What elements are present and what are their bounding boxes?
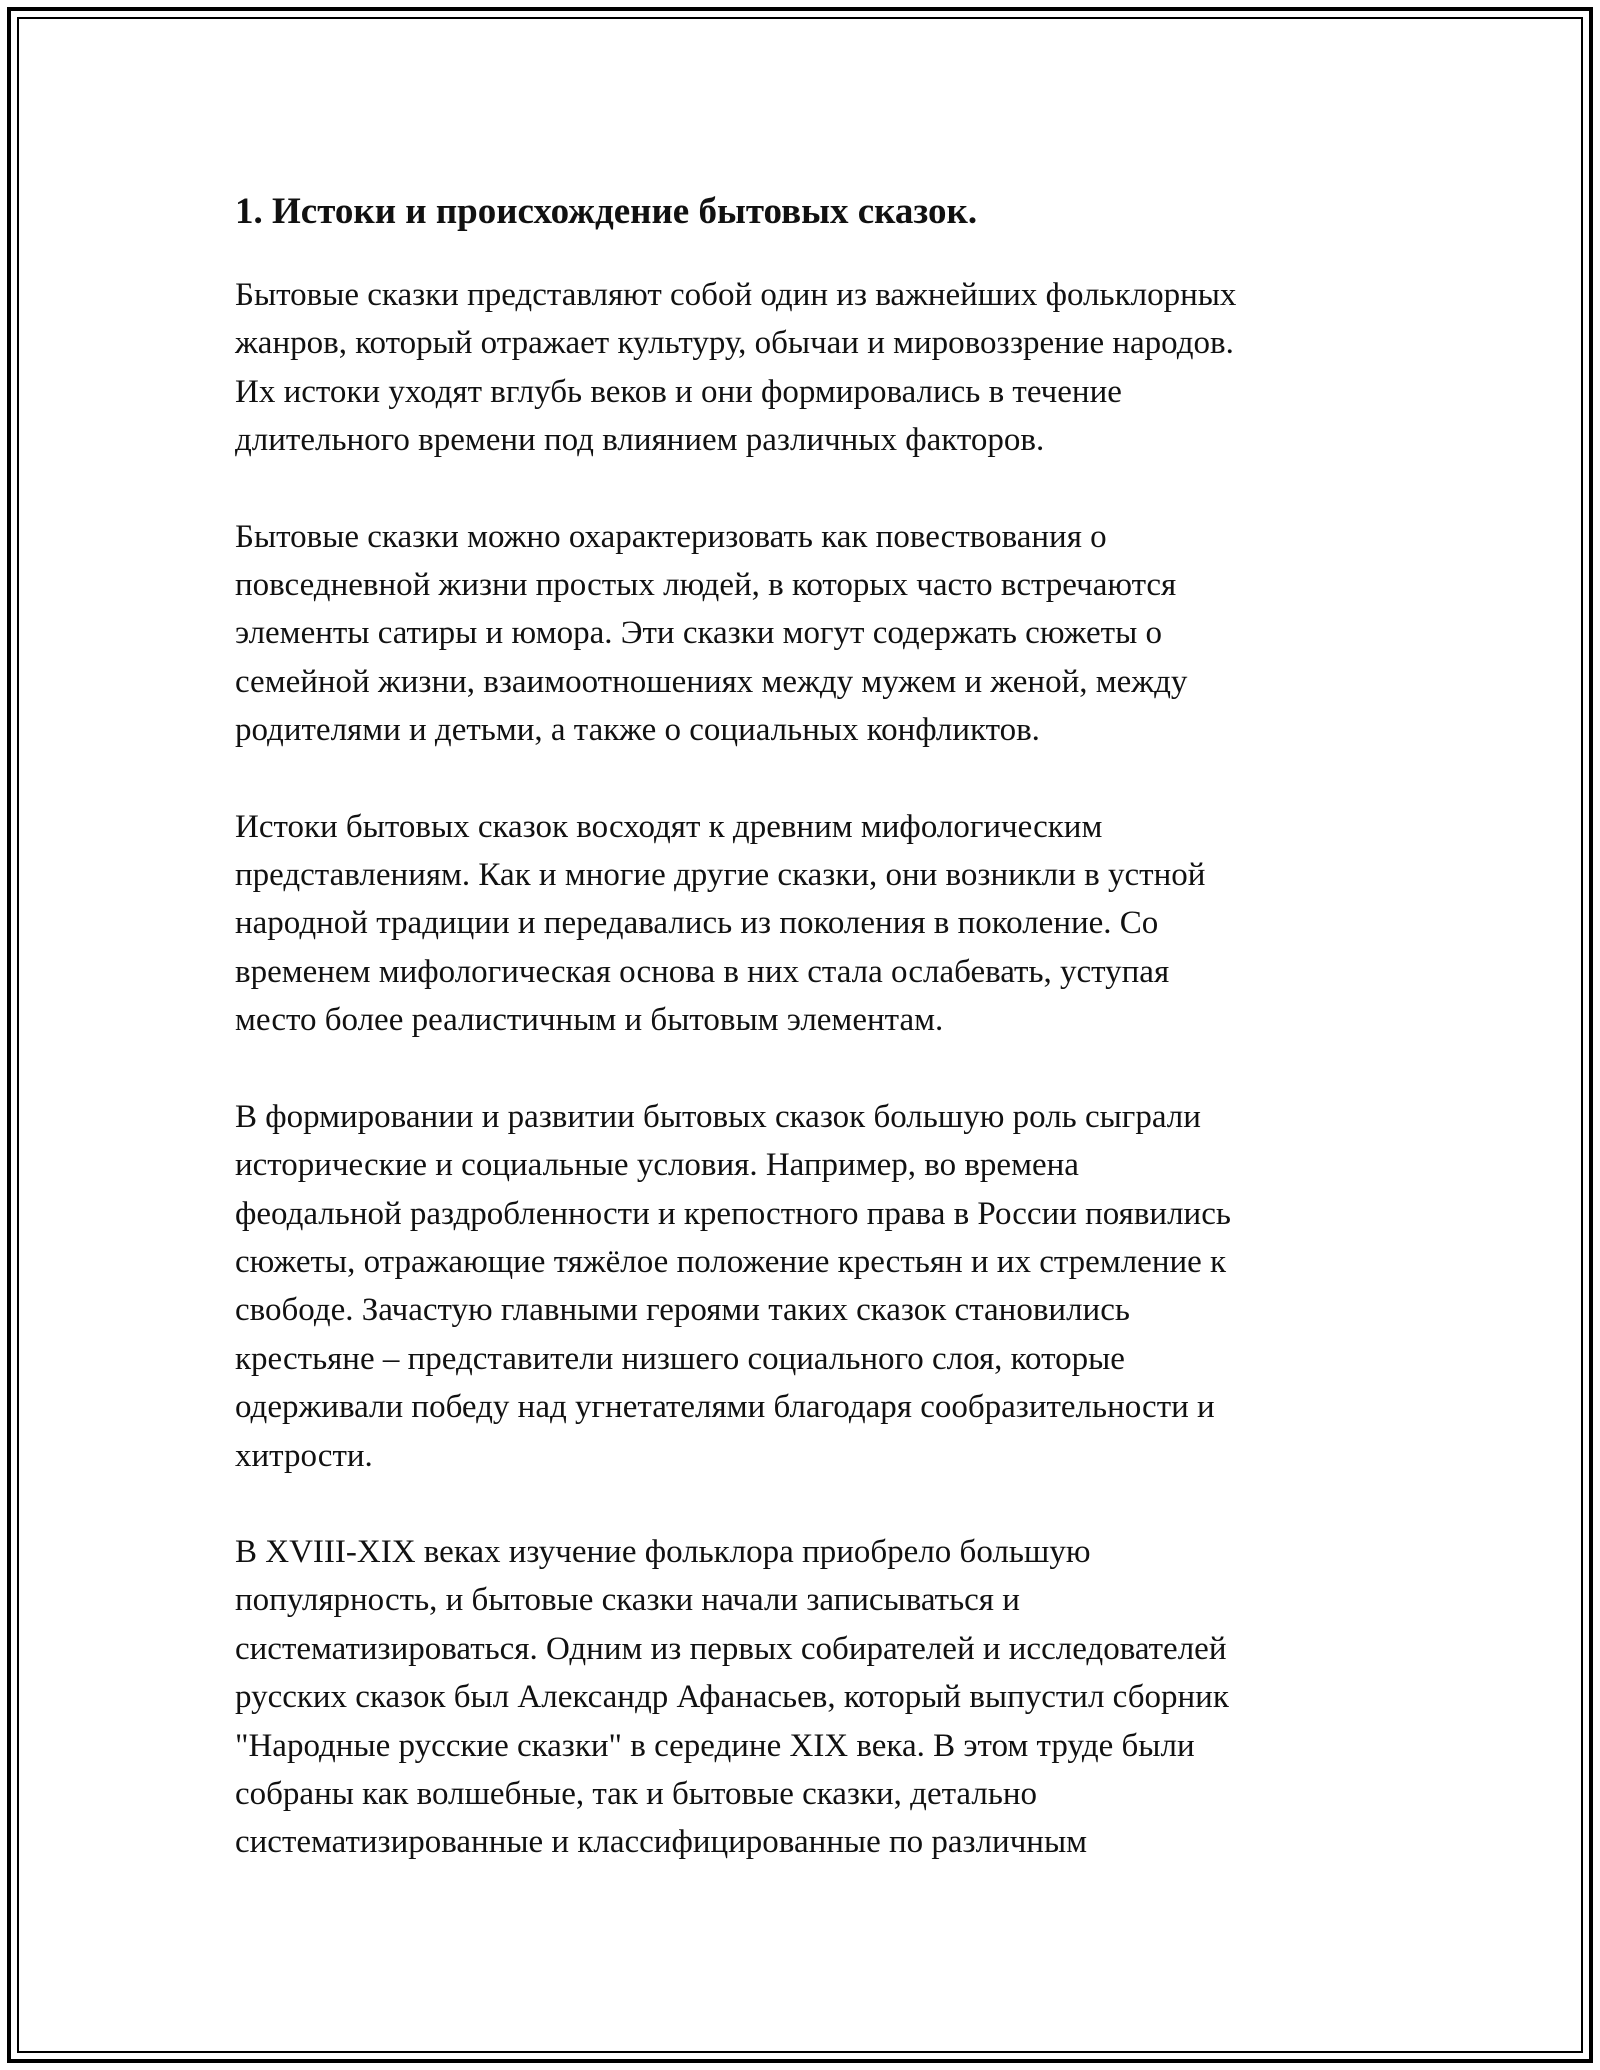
text-line: "Народные русские сказки" в середине XIX века. В этом труде были	[235, 1727, 1195, 1764]
text-line: исторические и социальные условия. Например, во времена	[235, 1147, 1079, 1184]
paragraph-3	[235, 803, 1365, 1045]
text-line: феодальной раздробленности и крепостного права в России появились	[235, 1195, 1231, 1232]
text-line: свободе. Зачастую главными героями таких сказок становились	[235, 1292, 1130, 1329]
text-line: длительного времени под влиянием различных факторов.	[235, 422, 1045, 459]
paragraph-5	[235, 1528, 1365, 1867]
text-line: жанров, который отражает культуру, обычаи и мировоззрение народов.	[235, 325, 1234, 362]
text-line: собраны как волшебные, так и бытовые сказки, детально	[235, 1775, 1038, 1812]
text-line: одерживали победу над угнетателями благодаря сообразительности и	[235, 1389, 1215, 1426]
text-line: систематизироваться. Одним из первых собирателей и исследователей	[235, 1630, 1227, 1667]
text-line: В формировании и развитии бытовых сказок большую роль сыграли	[235, 1098, 1201, 1135]
text-line: систематизированные и классифицированные по различным	[235, 1824, 1088, 1861]
text-line: Бытовые сказки представляют собой один из важнейших фольклорных	[235, 277, 1237, 313]
text-line: место более реалистичным и бытовым элементам.	[235, 1002, 944, 1039]
text-line: родителями и детьми, а также о социальных конфликтов.	[235, 712, 1040, 749]
document-body	[235, 188, 1365, 1915]
paragraph-4	[235, 1093, 1365, 1480]
text-line: крестьяне – представители низшего социального слоя, которые	[235, 1340, 1125, 1377]
text-line: русских сказок был Александр Афанасьев, который выпустил сборник	[235, 1679, 1229, 1716]
text-line: временем мифологическая основа в них стала ослабевать, уступая	[235, 953, 1170, 990]
text-line: Истоки бытовых сказок восходят к древним мифологическим	[235, 808, 1103, 845]
text-line: Их истоки уходят вглубь веков и они формировались в течение	[235, 373, 1122, 410]
text-line: представлениям. Как и многие другие сказки, они возникли в устной	[235, 857, 1206, 894]
text-line: Бытовые сказки можно охарактеризовать как повествования о	[235, 518, 1107, 555]
text-line: народной традиции и передавались из поколения в поколение. Со	[235, 905, 1159, 942]
text-line: сюжеты, отражающие тяжёлое положение крестьян и их стремление к	[235, 1243, 1227, 1280]
text-line: элементы сатиры и юмора. Эти сказки могут содержать сюжеты о	[235, 615, 1163, 652]
text-line: семейной жизни, взаимоотношениях между мужем и женой, между	[235, 663, 1188, 700]
text-line: хитрости.	[235, 1437, 373, 1474]
text-line: популярность, и бытовые сказки начали записываться и	[235, 1582, 1020, 1619]
text-line: повседневной жизни простых людей, в которых часто встречаются	[235, 567, 1177, 604]
page-title: 1. Истоки и происхождение бытовых сказок.	[235, 191, 978, 232]
paragraph-list	[235, 271, 1365, 1867]
paragraph-1	[235, 271, 1365, 465]
paragraph-2	[235, 513, 1365, 755]
text-line: В XVIII-XIX веках изучение фольклора приобрело большую	[235, 1533, 1091, 1570]
